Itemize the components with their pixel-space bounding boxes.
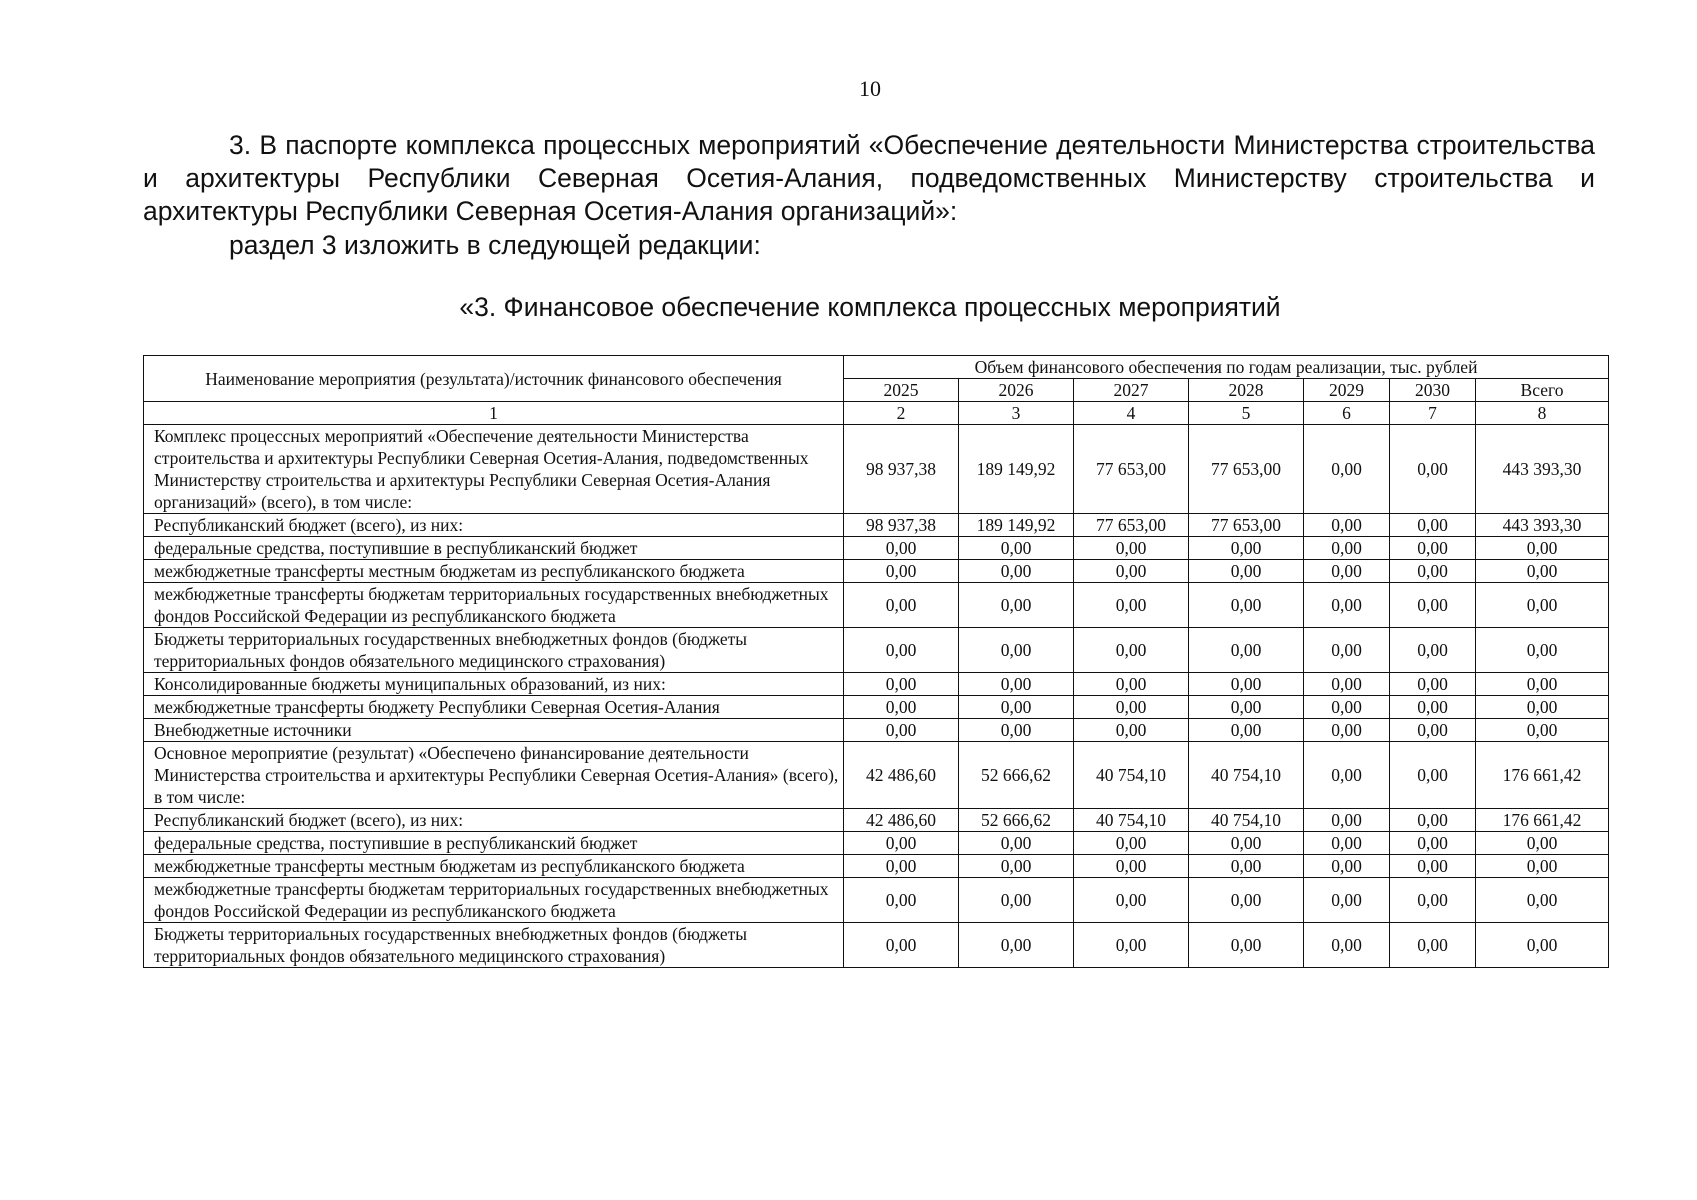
cell-value: 0,00 xyxy=(1390,923,1476,968)
column-number-row xyxy=(144,402,1609,425)
cell-value: 0,00 xyxy=(959,696,1074,719)
cell-value: 77 653,00 xyxy=(1189,425,1304,514)
cell-value: 0,00 xyxy=(1476,878,1609,923)
cell-value: 176 661,42 xyxy=(1476,742,1609,809)
cell-value: 0,00 xyxy=(1476,673,1609,696)
table-row xyxy=(144,809,1609,832)
cell-value: 0,00 xyxy=(959,537,1074,560)
table-row xyxy=(144,696,1609,719)
cell-value: 42 486,60 xyxy=(844,809,959,832)
cell-value: 0,00 xyxy=(1304,425,1390,514)
cell-value: 40 754,10 xyxy=(1189,809,1304,832)
cell-value: 0,00 xyxy=(844,855,959,878)
name-column-header: Наименование мероприятия (результата)/источник финансового обеспечения xyxy=(144,356,844,402)
cell-value: 77 653,00 xyxy=(1074,514,1189,537)
cell-value: 443 393,30 xyxy=(1476,514,1609,537)
cell-value: 0,00 xyxy=(1074,673,1189,696)
cell-value: 98 937,38 xyxy=(844,514,959,537)
cell-value: 0,00 xyxy=(1189,855,1304,878)
cell-value: 0,00 xyxy=(1304,696,1390,719)
cell-value: 0,00 xyxy=(959,560,1074,583)
cell-value: 0,00 xyxy=(1304,832,1390,855)
table-row xyxy=(144,583,1609,628)
cell-value: 0,00 xyxy=(1304,855,1390,878)
cell-value: 0,00 xyxy=(1304,719,1390,742)
column-number: 4 xyxy=(1074,402,1189,425)
cell-value: 0,00 xyxy=(959,673,1074,696)
column-number: 6 xyxy=(1304,402,1390,425)
cell-value: 0,00 xyxy=(1390,878,1476,923)
cell-value: 0,00 xyxy=(844,583,959,628)
year-header: 2026 xyxy=(959,379,1074,402)
cell-value: 0,00 xyxy=(1189,832,1304,855)
table-row xyxy=(144,673,1609,696)
year-header: 2027 xyxy=(1074,379,1189,402)
cell-value: 0,00 xyxy=(1304,809,1390,832)
table-row xyxy=(144,923,1609,968)
table-row xyxy=(144,742,1609,809)
table-row xyxy=(144,560,1609,583)
cell-value: 0,00 xyxy=(1304,514,1390,537)
cell-value: 0,00 xyxy=(1476,719,1609,742)
row-name: межбюджетные трансферты местным бюджетам из республиканского бюджета xyxy=(144,855,844,878)
cell-value: 0,00 xyxy=(1390,696,1476,719)
cell-value: 42 486,60 xyxy=(844,742,959,809)
year-header: 2030 xyxy=(1390,379,1476,402)
table-row xyxy=(144,855,1609,878)
cell-value: 0,00 xyxy=(1074,583,1189,628)
cell-value: 0,00 xyxy=(1304,537,1390,560)
cell-value: 0,00 xyxy=(1189,878,1304,923)
cell-value: 77 653,00 xyxy=(1189,514,1304,537)
cell-value: 0,00 xyxy=(1390,673,1476,696)
row-name: Бюджеты территориальных государственных внебюджетных фондов (бюджеты территориальных фондов обязательного медицинского страхования) xyxy=(144,628,844,673)
cell-value: 0,00 xyxy=(1304,923,1390,968)
cell-value: 0,00 xyxy=(1390,855,1476,878)
cell-value: 0,00 xyxy=(1476,628,1609,673)
row-name: Комплекс процессных мероприятий «Обеспечение деятельности Министерства строительства и архитектуры Республики Северная Осетия-Алания, подведомственных Министерству строительства и архитектуры Республики Северная Осетия-Алания организаций» (всего), в том числе: xyxy=(144,425,844,514)
column-number: 1 xyxy=(144,402,844,425)
cell-value: 0,00 xyxy=(1390,425,1476,514)
cell-value: 0,00 xyxy=(959,878,1074,923)
cell-value: 0,00 xyxy=(1304,878,1390,923)
column-number: 3 xyxy=(959,402,1074,425)
intro-paragraph: 3. В паспорте комплекса процессных мероприятий «Обеспечение деятельности Министерства строительства и архитектуры Республики Северная Осетия-Алания, подведомственных Министерству строительства и архитектуры Республики Северная Осетия-Алания организаций»: xyxy=(143,130,1595,226)
cell-value: 0,00 xyxy=(1189,923,1304,968)
row-name: Внебюджетные источники xyxy=(144,719,844,742)
row-name: межбюджетные трансферты бюджету Республики Северная Осетия-Алания xyxy=(144,696,844,719)
row-name: федеральные средства, поступившие в республиканский бюджет xyxy=(144,832,844,855)
cell-value: 0,00 xyxy=(1390,628,1476,673)
cell-value: 0,00 xyxy=(1074,628,1189,673)
year-header: 2029 xyxy=(1304,379,1390,402)
cell-value: 98 937,38 xyxy=(844,425,959,514)
cell-value: 0,00 xyxy=(1390,560,1476,583)
cell-value: 0,00 xyxy=(959,719,1074,742)
cell-value: 0,00 xyxy=(1304,673,1390,696)
cell-value: 0,00 xyxy=(959,832,1074,855)
cell-value: 0,00 xyxy=(1476,537,1609,560)
cell-value: 0,00 xyxy=(1074,560,1189,583)
cell-value: 40 754,10 xyxy=(1189,742,1304,809)
table-row xyxy=(144,832,1609,855)
cell-value: 0,00 xyxy=(1476,832,1609,855)
row-name: Республиканский бюджет (всего), из них: xyxy=(144,514,844,537)
edit-instruction: раздел 3 изложить в следующей редакции: xyxy=(229,230,761,260)
row-name: межбюджетные трансферты бюджетам территориальных государственных внебюджетных фондов Российской Федерации из республиканского бюджета xyxy=(144,878,844,923)
cell-value: 40 754,10 xyxy=(1074,809,1189,832)
total-header: Всего xyxy=(1476,379,1609,402)
cell-value: 189 149,92 xyxy=(959,514,1074,537)
cell-value: 0,00 xyxy=(1074,923,1189,968)
cell-value: 0,00 xyxy=(1074,832,1189,855)
cell-value: 0,00 xyxy=(844,560,959,583)
cell-value: 0,00 xyxy=(1304,742,1390,809)
financing-table xyxy=(143,355,1609,968)
cell-value: 0,00 xyxy=(959,855,1074,878)
cell-value: 0,00 xyxy=(1074,719,1189,742)
cell-value: 0,00 xyxy=(1074,537,1189,560)
table-row xyxy=(144,719,1609,742)
row-name: Бюджеты территориальных государственных внебюджетных фондов (бюджеты территориальных фондов обязательного медицинского страхования) xyxy=(144,923,844,968)
column-number: 8 xyxy=(1476,402,1609,425)
cell-value: 0,00 xyxy=(1189,673,1304,696)
column-number: 5 xyxy=(1189,402,1304,425)
section-title: «3. Финансовое обеспечение комплекса процессных мероприятий xyxy=(459,292,1281,322)
cell-value: 0,00 xyxy=(959,923,1074,968)
cell-value: 0,00 xyxy=(1189,583,1304,628)
cell-value: 0,00 xyxy=(844,673,959,696)
page-number: 10 xyxy=(859,76,881,101)
cell-value: 0,00 xyxy=(1189,719,1304,742)
row-name: межбюджетные трансферты бюджетам территориальных государственных внебюджетных фондов Российской Федерации из республиканского бюджета xyxy=(144,583,844,628)
row-name: федеральные средства, поступившие в республиканский бюджет xyxy=(144,537,844,560)
cell-value: 443 393,30 xyxy=(1476,425,1609,514)
table-row xyxy=(144,425,1609,514)
row-name: Консолидированные бюджеты муниципальных образований, из них: xyxy=(144,673,844,696)
cell-value: 176 661,42 xyxy=(1476,809,1609,832)
cell-value: 0,00 xyxy=(844,923,959,968)
cell-value: 40 754,10 xyxy=(1074,742,1189,809)
cell-value: 0,00 xyxy=(1390,719,1476,742)
cell-value: 0,00 xyxy=(844,537,959,560)
table-row xyxy=(144,628,1609,673)
cell-value: 0,00 xyxy=(1476,583,1609,628)
volume-header: Объем финансового обеспечения по годам реализации, тыс. рублей xyxy=(844,356,1609,379)
cell-value: 0,00 xyxy=(1189,696,1304,719)
cell-value: 0,00 xyxy=(844,719,959,742)
cell-value: 0,00 xyxy=(1390,832,1476,855)
table-row xyxy=(144,514,1609,537)
row-name: межбюджетные трансферты местным бюджетам из республиканского бюджета xyxy=(144,560,844,583)
cell-value: 0,00 xyxy=(959,628,1074,673)
column-number: 2 xyxy=(844,402,959,425)
cell-value: 0,00 xyxy=(1304,560,1390,583)
table-row xyxy=(144,878,1609,923)
cell-value: 77 653,00 xyxy=(1074,425,1189,514)
column-number: 7 xyxy=(1390,402,1476,425)
cell-value: 0,00 xyxy=(1074,855,1189,878)
cell-value: 0,00 xyxy=(844,832,959,855)
table-row xyxy=(144,537,1609,560)
cell-value: 0,00 xyxy=(1476,855,1609,878)
cell-value: 0,00 xyxy=(844,696,959,719)
cell-value: 0,00 xyxy=(1074,878,1189,923)
row-name: Республиканский бюджет (всего), из них: xyxy=(144,809,844,832)
cell-value: 0,00 xyxy=(1304,583,1390,628)
cell-value: 0,00 xyxy=(1390,742,1476,809)
cell-value: 0,00 xyxy=(1304,628,1390,673)
cell-value: 0,00 xyxy=(1189,560,1304,583)
cell-value: 0,00 xyxy=(1189,628,1304,673)
cell-value: 0,00 xyxy=(1390,583,1476,628)
cell-value: 0,00 xyxy=(959,583,1074,628)
year-header: 2025 xyxy=(844,379,959,402)
cell-value: 0,00 xyxy=(1189,537,1304,560)
cell-value: 0,00 xyxy=(1390,514,1476,537)
year-header: 2028 xyxy=(1189,379,1304,402)
cell-value: 52 666,62 xyxy=(959,809,1074,832)
cell-value: 0,00 xyxy=(1390,537,1476,560)
cell-value: 0,00 xyxy=(1390,809,1476,832)
cell-value: 0,00 xyxy=(844,628,959,673)
cell-value: 52 666,62 xyxy=(959,742,1074,809)
cell-value: 189 149,92 xyxy=(959,425,1074,514)
cell-value: 0,00 xyxy=(1476,696,1609,719)
cell-value: 0,00 xyxy=(1476,560,1609,583)
cell-value: 0,00 xyxy=(1074,696,1189,719)
cell-value: 0,00 xyxy=(1476,923,1609,968)
row-name: Основное мероприятие (результат) «Обеспечено финансирование деятельности Министерства строительства и архитектуры Республики Северная Осетия-Алания» (всего), в том числе: xyxy=(144,742,844,809)
cell-value: 0,00 xyxy=(844,878,959,923)
